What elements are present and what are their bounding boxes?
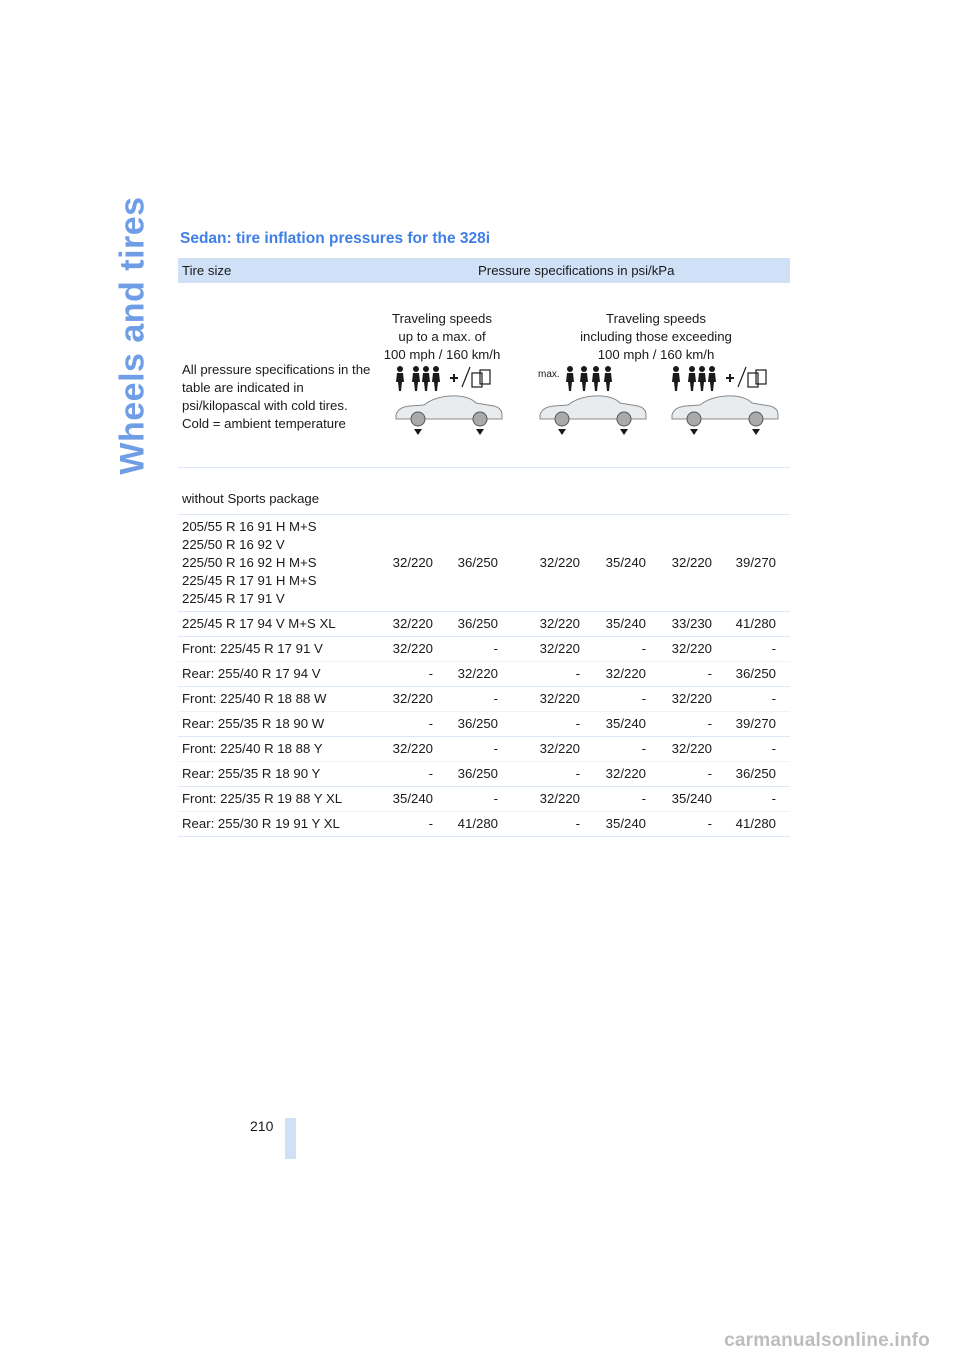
speed-b: Traveling speeds including those exceeding 100 mph / 160 km/h: [580, 311, 732, 362]
pressure-cell: -: [641, 691, 646, 706]
car-load-max-icon: [534, 365, 654, 443]
pressure-cell: 39/270: [735, 555, 776, 570]
tire-size-label: 205/55 R 16 91 H M+S 225/50 R 16 92 V 225/50 R 16 92 H M+S 225/45 R 17 91 H M+S 225/45 R 17 91 V: [182, 519, 317, 606]
pressure-cell: 33/230: [671, 616, 712, 631]
pressure-table: [178, 258, 790, 837]
pressure-cell: -: [707, 816, 712, 831]
pressure-cell: -: [771, 741, 776, 756]
pressure-cell: 32/220: [605, 766, 646, 781]
pressure-cell: 32/220: [392, 555, 433, 570]
pressure-cell: 35/240: [605, 716, 646, 731]
pressure-cell: 36/250: [457, 616, 498, 631]
pressure-cell: 32/220: [392, 616, 433, 631]
tire-size-label: Front: 225/35 R 19 88 Y XL: [182, 791, 343, 806]
pressure-cell: -: [428, 766, 433, 781]
table-row: [178, 787, 790, 812]
pressure-cell: -: [575, 766, 580, 781]
watermark: carmanualsonline.info: [724, 1330, 930, 1351]
pressure-cell: 32/220: [539, 691, 580, 706]
page-marker: [285, 1118, 296, 1159]
pressure-cell: 32/220: [671, 741, 712, 756]
pressure-cell: 36/250: [735, 666, 776, 681]
tire-size-label: Front: 225/40 R 18 88 Y: [182, 741, 323, 756]
pressure-cell: 41/280: [735, 816, 776, 831]
pressure-cell: 32/220: [539, 641, 580, 656]
pressure-cell: 32/220: [539, 616, 580, 631]
pressure-cell: -: [641, 791, 646, 806]
tire-size-label: 225/45 R 17 94 V M+S XL: [182, 616, 336, 631]
pressure-cell: 32/220: [539, 741, 580, 756]
table-row: [178, 637, 790, 662]
table-row: [178, 737, 790, 762]
pressure-cell: -: [641, 741, 646, 756]
table-body: [178, 515, 790, 837]
pressure-cell: 36/250: [735, 766, 776, 781]
pressure-cell: 41/280: [735, 616, 776, 631]
pressure-cell: -: [493, 741, 498, 756]
table-row: [178, 762, 790, 787]
side-tab: [112, 195, 154, 475]
pressure-cell: -: [771, 641, 776, 656]
note-row: [178, 363, 790, 468]
pressure-cell: -: [493, 791, 498, 806]
table-header: [178, 258, 790, 283]
pressure-cell: 32/220: [671, 691, 712, 706]
pressure-cell: 32/220: [392, 641, 433, 656]
pressure-cell: 36/250: [457, 555, 498, 570]
tire-size-label: Rear: 255/40 R 17 94 V: [182, 666, 321, 681]
section-title: Sedan: tire inflation pressures for the 328i: [180, 230, 491, 247]
side-tab-label: Wheels and tires: [113, 195, 152, 475]
tire-size-label: Front: 225/45 R 17 91 V: [182, 641, 323, 656]
pressure-cell: 41/280: [457, 816, 498, 831]
pressure-cell: 35/240: [605, 816, 646, 831]
table-row: [178, 812, 790, 837]
pressure-cell: 32/220: [392, 741, 433, 756]
pressure-cell: 32/220: [539, 555, 580, 570]
pressure-cell: 39/270: [735, 716, 776, 731]
tire-size-label: Rear: 255/35 R 18 90 W: [182, 716, 325, 731]
pressure-cell: 35/240: [671, 791, 712, 806]
table-row: [178, 662, 790, 687]
speed-headers: [178, 283, 790, 363]
pressure-cell: -: [771, 791, 776, 806]
pressure-cell: 32/220: [539, 791, 580, 806]
pressure-cell: 35/240: [605, 555, 646, 570]
pressure-cell: 35/240: [392, 791, 433, 806]
table-row: [178, 687, 790, 712]
pressure-cell: -: [771, 691, 776, 706]
pressure-cell: 36/250: [457, 766, 498, 781]
pressure-cell: 32/220: [605, 666, 646, 681]
table-row: [178, 712, 790, 737]
header-pressure: Pressure specifications in psi/kPa: [478, 262, 675, 278]
header-tire-size: Tire size: [182, 262, 232, 278]
tire-size-label: Rear: 255/35 R 18 90 Y: [182, 766, 321, 781]
pressure-cell: -: [428, 716, 433, 731]
pressure-cell: 32/220: [671, 641, 712, 656]
pic-max-label: max.: [538, 369, 560, 380]
car-load-full-icon: [390, 365, 510, 443]
pressure-cell: 36/250: [457, 716, 498, 731]
pressure-cell: -: [707, 766, 712, 781]
pressure-cell: -: [707, 716, 712, 731]
speed-a: Traveling speeds up to a max. of 100 mph / 160 km/h: [383, 311, 501, 362]
tire-size-label: Front: 225/40 R 18 88 W: [182, 691, 327, 706]
pressure-cell: 32/220: [671, 555, 712, 570]
pressure-cell: -: [575, 816, 580, 831]
pressure-cell: -: [707, 666, 712, 681]
car-load-full-fast-icon: [666, 365, 786, 443]
pressure-cell: -: [575, 716, 580, 731]
pressure-cell: -: [493, 641, 498, 656]
pressure-cell: 32/220: [392, 691, 433, 706]
pressure-cell: -: [641, 641, 646, 656]
pressure-cell: -: [428, 816, 433, 831]
note-text: All pressure specifications in the table are indicated in psi/kilopascal with cold tires. Cold = ambient temperature: [182, 362, 371, 431]
table-row: [178, 515, 790, 612]
group-label: without Sports package: [178, 468, 790, 515]
table-row: [178, 612, 790, 637]
pressure-cell: -: [493, 691, 498, 706]
pressure-cell: 35/240: [605, 616, 646, 631]
tire-size-label: Rear: 255/30 R 19 91 Y XL: [182, 816, 340, 831]
pressure-cell: -: [575, 666, 580, 681]
page-number: 210: [250, 1118, 274, 1134]
pressure-cell: 32/220: [457, 666, 498, 681]
pressure-cell: -: [428, 666, 433, 681]
